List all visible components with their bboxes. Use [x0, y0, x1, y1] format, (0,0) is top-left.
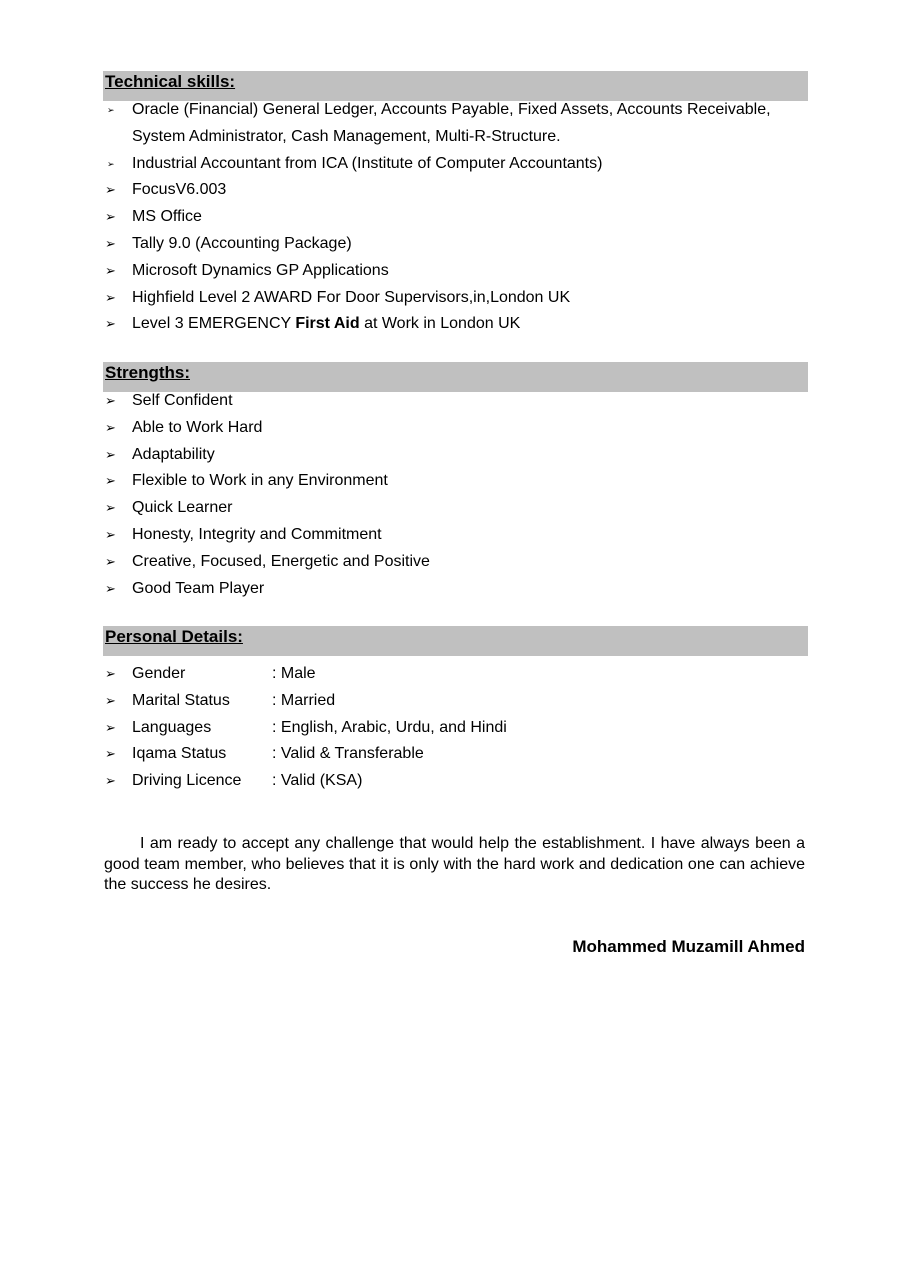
- list-item-text: Industrial Accountant from ICA (Institute of Computer Accountants): [132, 154, 603, 172]
- arrow-bullet-icon: ➢: [105, 446, 116, 462]
- arrow-bullet-icon: ➢: [105, 473, 116, 489]
- arrow-bullet-icon: ➢: [105, 262, 116, 278]
- personal-detail-row: [103, 661, 808, 688]
- arrow-bullet-icon: ➢: [105, 289, 116, 305]
- list-item: [103, 151, 808, 178]
- arrow-bullet-icon: ➢: [105, 393, 116, 408]
- list-item: [103, 285, 808, 312]
- list-item-text: Level 3 EMERGENCY: [132, 315, 296, 333]
- list-item-text: at Work in London UK: [359, 315, 521, 333]
- arrow-bullet-icon: ➢: [105, 580, 116, 596]
- list-item: [103, 549, 808, 576]
- arrow-bullet-icon: ➢: [105, 692, 116, 708]
- list-item-text: Oracle (Financial) General Ledger, Accounts Payable, Fixed Assets, Accounts Receivable, System Administrator, Cash Management, Multi-R-Structure.: [132, 101, 771, 145]
- list-item: [103, 97, 808, 151]
- list-item-text: Tally 9.0 (Accounting Package): [132, 234, 352, 252]
- list-item: [103, 388, 808, 415]
- list-item: [103, 258, 808, 285]
- list-item: [103, 442, 808, 469]
- arrow-bullet-icon: ➢: [107, 158, 115, 169]
- list-item-text: Quick Learner: [132, 499, 233, 517]
- detail-value: : Male: [272, 665, 316, 682]
- list-item: [103, 576, 808, 603]
- list-item: [103, 311, 808, 338]
- detail-value: : English, Arabic, Urdu, and Hindi: [272, 718, 507, 736]
- list-item-text: Able to Work Hard: [132, 418, 263, 436]
- personal-detail-row: [103, 715, 808, 742]
- list-item: [103, 177, 808, 204]
- arrow-bullet-icon: ➢: [107, 105, 115, 115]
- personal-detail-row: [103, 768, 808, 795]
- list-item: [103, 522, 808, 549]
- closing-statement: I am ready to accept any challenge that would help the establishment. I have always been a good team member, who believes that it is only with the hard work and dedication one can achieve the success he desires.: [104, 835, 805, 893]
- detail-label: Gender: [132, 665, 186, 682]
- list-item-text: Honesty, Integrity and Commitment: [132, 525, 382, 543]
- list-item-text: Adaptability: [132, 445, 215, 463]
- arrow-bullet-icon: ➢: [105, 500, 116, 516]
- list-item-text: MS Office: [132, 208, 202, 226]
- personal-details-header: [103, 626, 808, 656]
- detail-value: : Valid & Transferable: [272, 745, 424, 763]
- list-item-text: Good Team Player: [132, 579, 265, 597]
- strengths-list: [103, 388, 808, 602]
- arrow-bullet-icon: ➢: [105, 746, 116, 762]
- technical-skills-list: [103, 97, 808, 338]
- arrow-bullet-icon: ➢: [105, 666, 116, 681]
- list-item-text: Self Confident: [132, 392, 233, 409]
- list-item-text: Creative, Focused, Energetic and Positive: [132, 552, 430, 570]
- arrow-bullet-icon: ➢: [105, 235, 116, 251]
- arrow-bullet-icon: ➢: [105, 419, 116, 435]
- detail-value: : Married: [272, 691, 336, 709]
- arrow-bullet-icon: ➢: [105, 719, 116, 735]
- arrow-bullet-icon: ➢: [105, 209, 116, 225]
- list-item-text: FocusV6.003: [132, 181, 227, 199]
- list-item: [103, 204, 808, 231]
- strengths-heading: Strengths:: [105, 363, 190, 382]
- list-item: [103, 495, 808, 522]
- personal-details-heading: Personal Details:: [105, 627, 243, 646]
- personal-detail-row: [103, 741, 808, 768]
- detail-label: Marital Status: [132, 691, 230, 709]
- arrow-bullet-icon: ➢: [105, 553, 116, 569]
- list-item: [103, 415, 808, 442]
- detail-label: Languages: [132, 718, 212, 736]
- detail-label: Driving Licence: [132, 772, 242, 790]
- list-item: [103, 468, 808, 495]
- detail-label: Iqama Status: [132, 745, 227, 763]
- signature-name: Mohammed Muzamill Ahmed: [572, 937, 805, 956]
- list-item-text: Microsoft Dynamics GP Applications: [132, 261, 389, 279]
- list-item-bold-text: First Aid: [295, 315, 360, 333]
- arrow-bullet-icon: ➢: [105, 316, 116, 332]
- arrow-bullet-icon: ➢: [105, 182, 116, 198]
- list-item-text: Flexible to Work in any Environment: [132, 472, 388, 490]
- arrow-bullet-icon: ➢: [105, 526, 116, 542]
- personal-detail-row: [103, 688, 808, 715]
- list-item: [103, 231, 808, 258]
- arrow-bullet-icon: ➢: [105, 773, 116, 789]
- technical-skills-heading: Technical skills:: [105, 72, 236, 91]
- personal-details-list: [103, 661, 808, 795]
- list-item-text: Highfield Level 2 AWARD For Door Supervisors,in,London UK: [132, 288, 571, 306]
- detail-value: : Valid (KSA): [272, 772, 363, 790]
